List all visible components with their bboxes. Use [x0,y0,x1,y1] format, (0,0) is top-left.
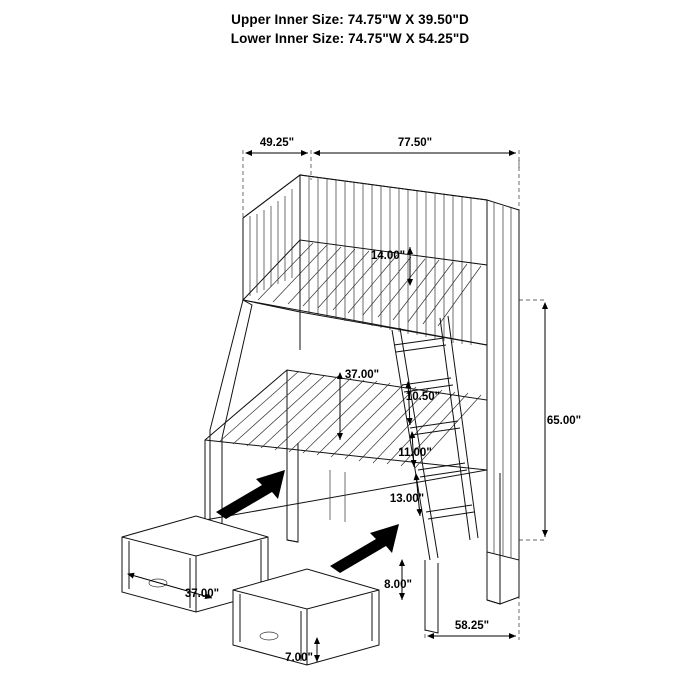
dim-ladder-step-1: 10.50" [405,391,441,403]
upper-bunk-slat-deck [243,240,487,345]
storage-drawer-2 [233,569,379,665]
dim-floor-clearance-group [384,560,412,600]
dim-ladder-step-2: 11.00" [398,447,432,459]
lower-bunk-slats [219,371,481,468]
dim-drawer-height: 7.00" [285,652,313,664]
dim-overall-height-group [545,303,581,537]
dim-top-right-width: 77.50" [397,137,433,149]
dim-overall-height: 65.00" [546,415,582,427]
upper-inner-size-text: Upper Inner Size: 74.75"W X 39.50"D [231,12,469,27]
dim-bottom-depth-group [428,620,516,636]
ladder [389,316,478,560]
dim-bottom-depth: 58.25" [454,620,490,632]
dim-drawer-width: 37.00" [184,588,220,600]
right-end-panel [487,200,519,560]
dim-top-left-width: 49.25" [259,137,295,149]
dim-upper-rail-height: 14.00" [370,250,406,262]
dim-mattress-clearance: 37.00" [344,369,380,381]
dim-floor-clearance: 8.00" [384,579,412,591]
top-dimension-group [246,137,516,153]
lower-inner-size-text: Lower Inner Size: 74.75"W X 54.25"D [230,31,470,46]
dim-between-bunks-group [340,369,379,440]
dim-ladder-step-3: 13.00" [389,493,425,505]
